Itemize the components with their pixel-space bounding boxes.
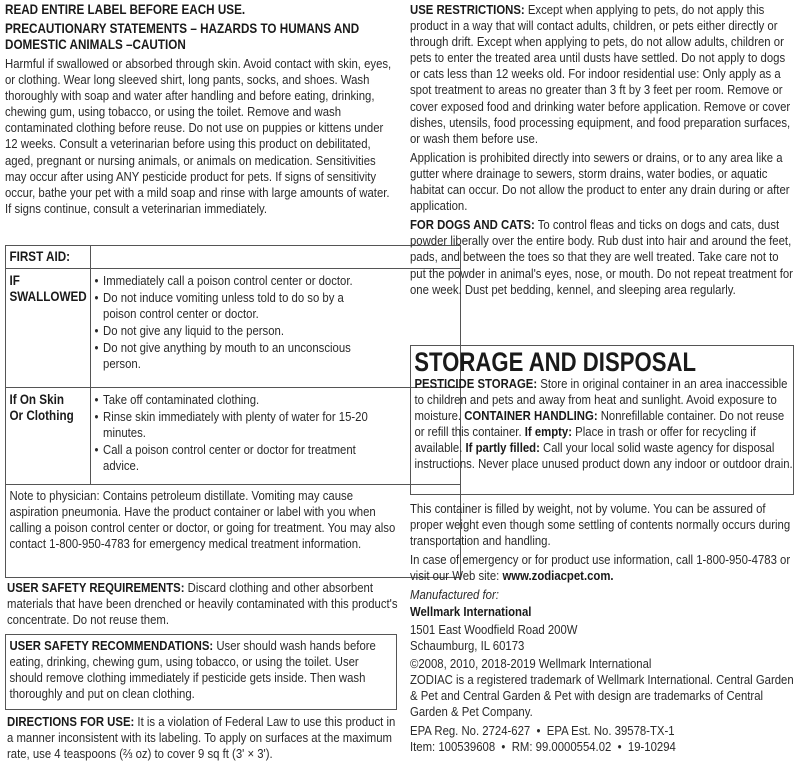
- instruction-item: • Call a poison control center or doctor for treatment advice.: [94, 442, 378, 474]
- weight-note: This container is filled by weight, not by volume. You can be assured of proper weight even though some settling of contents normally occurs during transportation and handling.: [410, 501, 791, 549]
- epa-numbers: EPA Reg. No. 2724-627 • EPA Est. No. 39578-TX-1: [410, 723, 675, 739]
- pesticide-storage-label: PESTICIDE STORAGE:: [414, 376, 538, 391]
- if-partly-label: If partly filled:: [465, 440, 540, 456]
- use-restrictions-heading: USE RESTRICTIONS:: [410, 2, 525, 17]
- emergency-info: [410, 552, 796, 584]
- usrec-body: User should wash hands before eating, drinking, chewing gum, using tobacco, or using the toilet. User should remove clothing immediately if pesticide gets inside. Then wash thoroughly and put on clean clothing.: [9, 638, 376, 702]
- instruction-item: • Do not induce vomiting unless told to do so by a poison control center or doctor.: [94, 290, 378, 322]
- note-to-physician: Note to physician: Contains petroleum distillate. Vomiting may cause aspiration pneumonia. Have the product container or label with you when calling a poison control center or doctor, or going for treatment. You may also contact 1-800-950-4783 for emergency medical treatment information.: [9, 488, 396, 552]
- instruction-item: • Do not give anything by mouth to an unconscious person.: [94, 340, 378, 372]
- dogs-and-cats: [410, 217, 796, 297]
- storage-disposal-title: STORAGE AND DISPOSAL: [414, 347, 696, 377]
- skin-instructions: [91, 388, 378, 474]
- first-aid-heading: FIRST AID:: [9, 249, 71, 264]
- if-empty-label: If empty:: [524, 424, 573, 440]
- directions-heading: DIRECTIONS FOR USE:: [7, 714, 135, 729]
- precautionary-body: Harmful if swallowed or absorbed through skin. Avoid contact with skin, eyes, or clothing. Wear long sleeved shirt, long pants, socks, and shoes. Wash thoroughly with soap and water after handling and before eating, drinking, chewing gum, using tobacco, or using the toilet. Remove and wash contaminated clothing before reuse. Do not use on puppies or kittens under 12 weeks. Consult a veterinarian before using this product on debilitated, aged, pregnant or nursing animals, or animals on medication. Sensitivities may occur after using ANY pesticide product for pets. If signs of sensitivity occur, bathe your pet with a mild soap and rinse with large amounts of water. If signs continue, consult a veterinarian immediately.: [5, 56, 392, 216]
- instruction-item: • Do not give any liquid to the person.: [94, 323, 378, 339]
- precautionary-heading: PRECAUTIONARY STATEMENTS – HAZARDS TO HUMANS AND DOMESTIC ANIMALS –CAUTION: [5, 21, 360, 52]
- dogs-cats-body: To control fleas and ticks on dogs and cats, dust powder liberally over the entire body. Rub dust into hair and around the feet, pads, and between the toes so that they are well treated. Take care not to put the powder in animal's eyes, nose, or mouth. Do not repeat treatment for one week. Dust pet bedding, kennel, and sleeping area regularly.: [410, 217, 793, 297]
- usrec-heading: USER SAFETY RECOMMENDATIONS:: [9, 638, 214, 653]
- storage-disposal-text: [411, 376, 793, 473]
- website-link[interactable]: www.zodiacpet.com.: [502, 568, 614, 584]
- use-restrictions-body: Except when applying to pets, do not apply this product in a way that will contact adults, children, or pets either directly or through drift. Except when applying to pets, do not allow adults, children or pets to enter the treated area until dusts have settled. Do not apply to dogs or cats less than 12 weeks old. For indoor residential use: Only apply as a spot treatment to areas no greater than 3 ft by 3 feet per room. Remove or cover exposed food and drinking water before application. Remove or cover dishes, utensils, food processing equipment, and food preparation surfaces, or wash them before use.: [410, 2, 791, 146]
- usr-heading: USER SAFETY REQUIREMENTS:: [7, 580, 185, 595]
- use-restrictions: [410, 2, 796, 147]
- dogs-cats-heading: FOR DOGS AND CATS:: [410, 217, 535, 233]
- first-aid-table: [5, 245, 461, 578]
- item-numbers: Item: 100539608 • RM: 99.0000554.02 • 19-10294: [410, 739, 676, 755]
- first-aid-row-swallowed: [6, 269, 461, 388]
- instruction-item: • Immediately call a poison control center or doctor.: [94, 273, 378, 289]
- directions-for-use: [7, 714, 398, 762]
- instruction-item: • Rinse skin immediately with plenty of water for 15-20 minutes.: [94, 409, 378, 441]
- instruction-item: • Take off contaminated clothing.: [94, 392, 378, 408]
- manufactured-for: Manufactured for:: [410, 587, 499, 603]
- copyright: ©2008, 2010, 2018-2019 Wellmark International: [410, 655, 652, 671]
- address-line1: 1501 East Woodfield Road 200W: [410, 621, 578, 637]
- container-handling-text: Nonrefillable container. Do not reuse or refill this container.: [414, 408, 785, 440]
- user-safety-recommendations-box: [5, 634, 397, 710]
- company-name: Wellmark International: [410, 603, 532, 619]
- if-partly-text: Call your local solid waste agency for disposal instructions. Never place unused product down any indoor or outdoor drain.: [414, 440, 793, 472]
- emergency-text: In case of emergency or for product use information, call 1-800-950-4783 or visit our Web site:: [410, 552, 791, 584]
- usr-body: Discard clothing and other absorbent materials that have been drenched or heavily contaminated with this product's concentrate. Do not reuse them.: [7, 580, 398, 628]
- swallowed-instructions: [91, 269, 378, 373]
- swallowed-label: IF SWALLOWED: [9, 273, 87, 304]
- if-empty-text: Place in trash or offer for recycling if available.: [414, 424, 756, 456]
- trademark-notice: ZODIAC is a registered trademark of Wellmark International. Central Garden & Pet and Central Garden & Pet with design are trademarks of Central Garden & Pet Company.: [410, 671, 794, 720]
- pesticide-storage-text: Store in original container in an area inaccessible to children and pets and away from heat and sunlight. Avoid exposure to moisture.: [414, 376, 788, 424]
- storage-disposal-box: [410, 345, 794, 495]
- container-handling-label: CONTAINER HANDLING:: [464, 408, 598, 424]
- address-line2: Schaumburg, IL 60173: [410, 637, 525, 653]
- user-safety-requirements: [7, 580, 398, 628]
- read-label-notice: READ ENTIRE LABEL BEFORE EACH USE.: [5, 2, 246, 17]
- first-aid-row-skin: [6, 388, 461, 485]
- skin-label: If On Skin Or Clothing: [9, 392, 74, 423]
- application-prohibited: Application is prohibited directly into sewers or drains, or to any area like a gutter where drainage to sewers, storm drains, water bodies, or aquatic habitat can occur. Do not allow the product to enter any drain during or after application.: [410, 149, 790, 214]
- directions-body: It is a violation of Federal Law to use this product in a manner inconsistent with its labeling. To apply on surfaces at the maximum rate, use 4 teaspoons (⅔ oz) to cover 9 sq ft (3' × 3').: [7, 714, 396, 762]
